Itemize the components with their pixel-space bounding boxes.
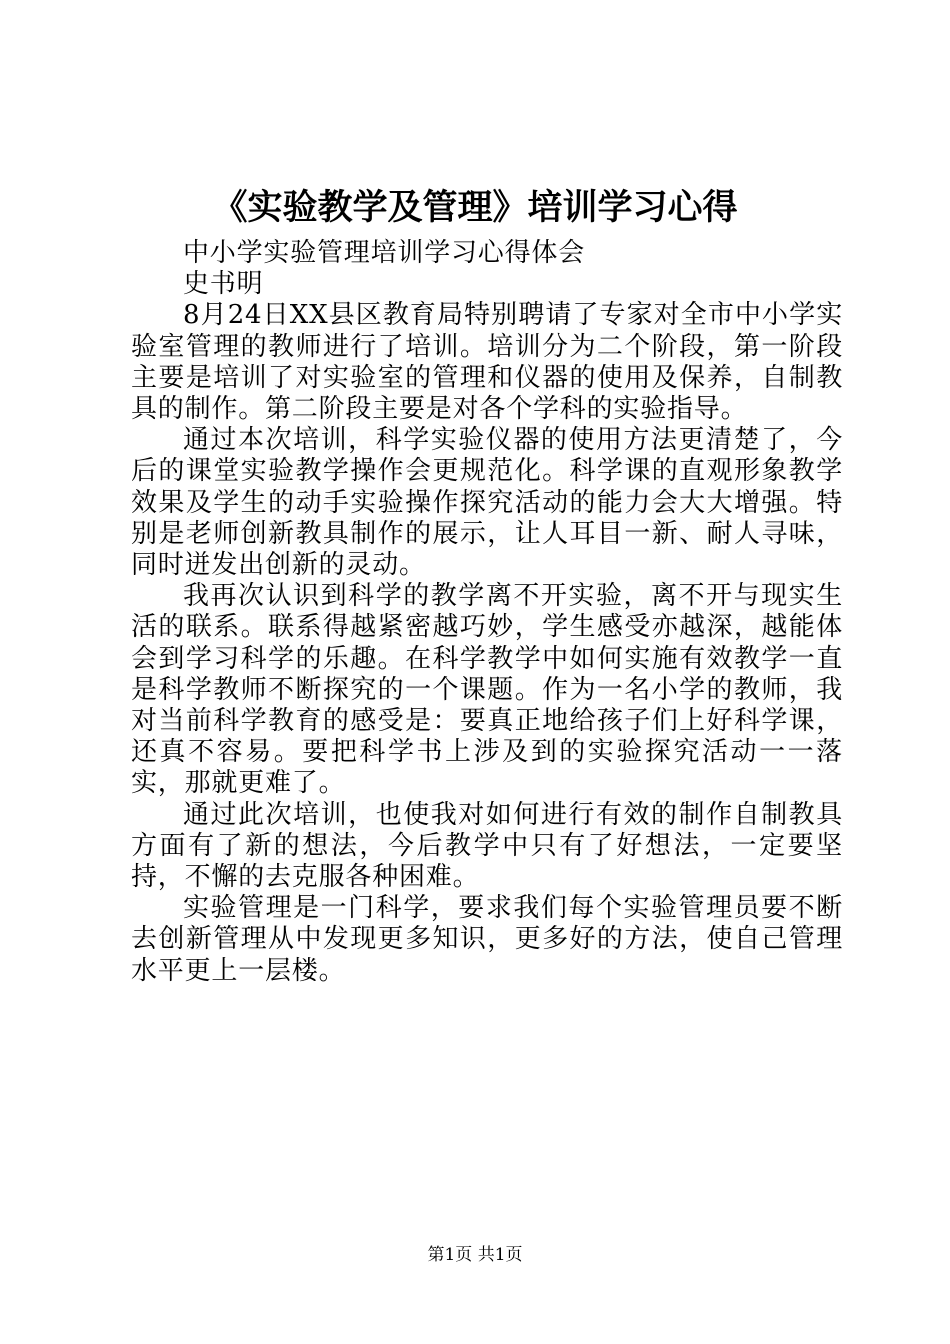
subtitle-line: 中小学实验管理培训学习心得体会: [183, 238, 586, 268]
body-paragraph-1: 8月24日XX县区教育局特别聘请了专家对全市中小学实验室管理的教师进行了培训。培训分为二个阶段，第一阶段主要是培训了对实验室的管理和仪器的使用及保养，自制教具的制作。第二阶段主要是对各个学科的实验指导。: [131, 300, 843, 425]
body-paragraph-3: 我再次认识到科学的教学离不开实验，离不开与现实生活的联系。联系得越紧密越巧妙，学生感受亦越深，越能体会到学习科学的乐趣。在科学教学中如何实施有效教学一直是科学教师不断探究的一个课题。作为一名小学的教师，我对当前科学教育的感受是：要真正地给孩子们上好科学课，还真不容易。要把科学书上涉及到的实验探究活动一一落实，那就更难了。: [131, 581, 843, 799]
body-paragraph-5: 实验管理是一门科学，要求我们每个实验管理员要不断去创新管理从中发现更多知识，更多好的方法，使自己管理水平更上一层楼。: [131, 893, 843, 986]
body-paragraph-4: 通过此次培训，也使我对如何进行有效的制作自制教具方面有了新的想法，今后教学中只有了好想法，一定要坚持，不懈的去克服各种困难。: [131, 799, 843, 893]
author-line: 史书明: [183, 269, 264, 300]
document-title: 《实验教学及管理》培训学习心得: [212, 187, 738, 228]
body-paragraph-2: 通过本次培训，科学实验仪器的使用方法更清楚了，今后的课堂实验教学操作会更规范化。科学课的直观形象教学效果及学生的动手实验操作探究活动的能力会大大增强。特别是老师创新教具制作的展示，让人耳目一新、耐人寻味，同时迸发出创新的灵动。: [131, 425, 843, 581]
document-body: [131, 238, 843, 987]
page-footer: 第1页 共1页: [427, 1245, 523, 1265]
